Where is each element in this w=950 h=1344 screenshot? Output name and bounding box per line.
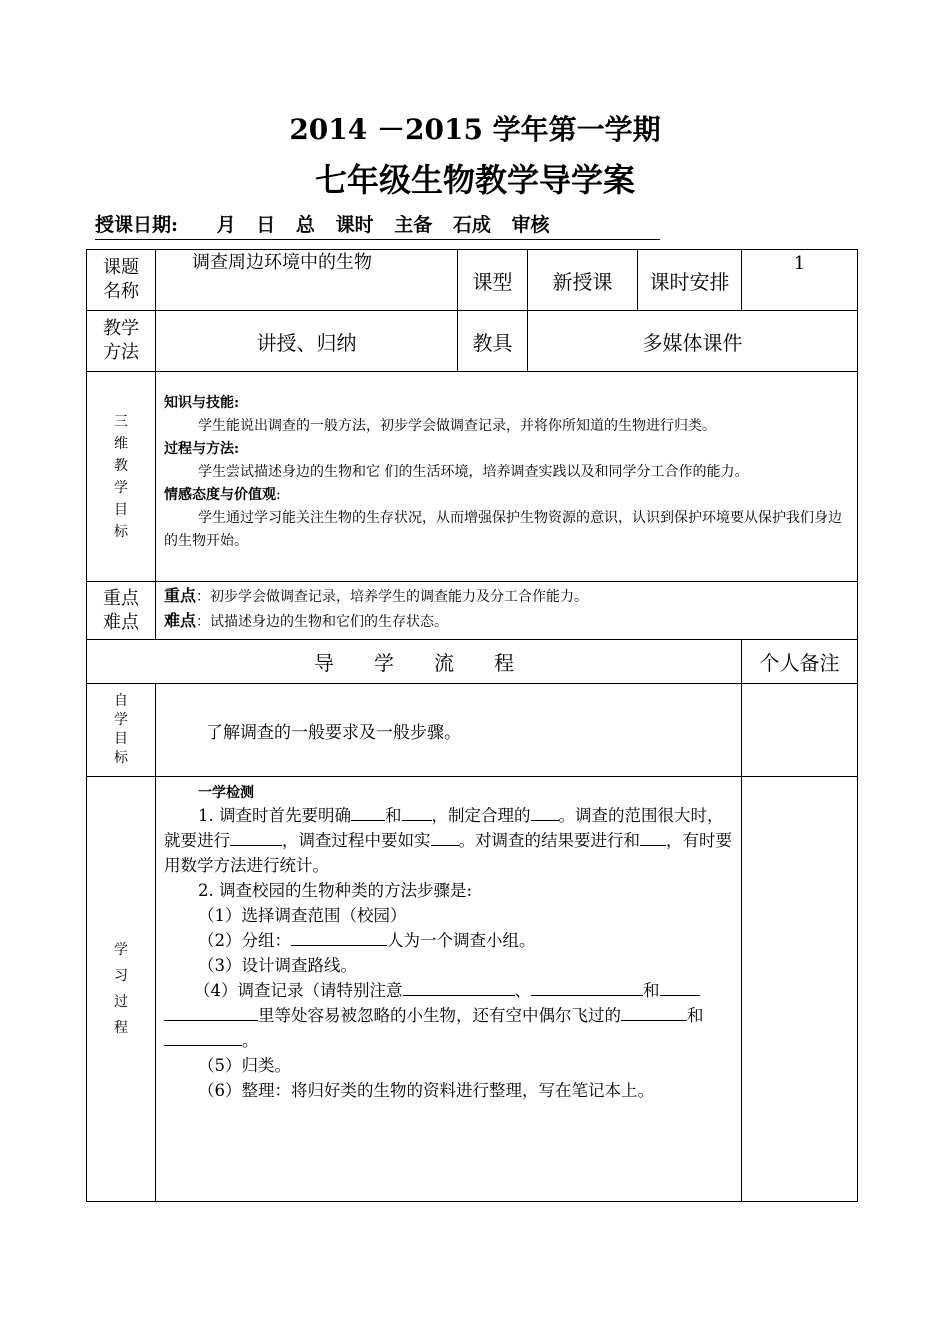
self-study-label [87,684,156,777]
step-4-text: 和 [687,1006,704,1025]
blank[interactable] [531,804,559,822]
blank[interactable] [351,804,385,822]
blank[interactable] [531,979,643,997]
q1-text: 。对调查的结果要进行和 [458,831,640,850]
q1-text: ，有时要用数学方法进行统计。 [164,831,732,875]
process-text: 学生尝试描述身边的生物和它 们的生活环境，培养调查实践以及和同学分工合作的能力。 [198,464,749,480]
blank[interactable] [230,829,282,847]
process-title: 过程与方法: [164,441,240,457]
type-label: 课型 [458,250,528,311]
blank[interactable] [660,979,700,997]
date-period: 课时 [335,214,374,236]
date-lead: 主备 [394,214,433,236]
process-label [87,777,156,1202]
blank[interactable] [640,829,666,847]
blank[interactable] [621,1004,677,1022]
date-line [95,210,660,240]
step-6: （6）整理：将归好类的生物的资料进行整理，写在笔记本上。 [198,1081,654,1100]
date-month: 月 [216,214,236,236]
hours-label: 课时安排 [638,250,742,311]
type-value: 新授课 [528,250,638,311]
goals-label [87,372,156,582]
knowledge-title: 知识与技能: [164,395,240,411]
key-text: 初步学会做调查记录，培养学生的调查能力及分工合作能力。 [210,589,589,605]
q2-text: 2. 调查校园的生物种类的方法步骤是: [198,881,473,900]
emotion-title: 情感态度与价值观 [164,487,276,503]
self-study-label-char: 目 [114,731,128,747]
emotion-colon: : [276,487,281,503]
self-study-label-char: 自 [114,693,128,709]
date-review: 审核 [511,214,550,236]
step-4-text: 。 [242,1031,259,1050]
notes-label: 个人备注 [742,640,858,684]
keys-label-line2: 难点 [103,611,139,633]
title-course: 七年级生物教学导学案 [314,161,635,199]
keys-label-line1: 重点 [103,587,139,609]
process-label-char: 过 [114,994,128,1010]
date-label: 授课日期: [95,214,179,236]
date-author: 石成 [452,214,491,236]
method-label-cell [87,311,156,372]
process-label-char: 程 [114,1020,128,1036]
step-4-text: （4）调查记录（请特别注意 [194,981,403,1000]
tools-value: 多媒体课件 [528,311,858,372]
goals-label-char: 学 [114,479,128,496]
hard-title: 难点 [164,611,197,630]
self-study-label-char: 标 [114,750,128,766]
step-4-text: 和 [643,981,660,1000]
tools-label: 教具 [458,311,528,372]
goals-label-char: 标 [114,523,128,540]
section-title: 一学检测 [198,785,254,801]
q1-text: 和 [385,806,402,825]
blank[interactable] [431,829,459,847]
q1-text: ，调查过程中要如实 [282,831,431,850]
blank[interactable] [402,804,432,822]
goals-label-char: 维 [114,435,128,452]
q1-text: 。调查的范围很大时，就要进行 [164,806,724,850]
step-4-text: 、 [514,981,531,1000]
knowledge-text: 学生能说出调查的一般方法，初步学会做调查记录，并将你所知道的生物进行归类。 [198,418,716,434]
q1-text: ，制定合理的 [431,806,531,825]
self-study-notes [742,684,858,777]
self-study-text: 了解调查的一般要求及一般步骤。 [156,684,742,777]
step-3: （3）设计调查路线。 [198,956,357,975]
topic-label: 课题名称 [103,257,139,302]
date-day: 日 [256,214,276,236]
process-label-char: 学 [114,942,128,958]
step-2-text: （2）分组： [198,931,291,950]
blank[interactable] [677,1004,687,1022]
date-total: 总 [295,214,315,236]
goals-label-char: 教 [114,457,128,474]
process-notes [742,777,858,1202]
hard-text: 试描述身边的生物和它们的生存状态。 [210,614,449,630]
process-label-char: 习 [114,968,128,984]
goals-label-char: 三 [114,413,128,430]
title-year: 2014 －2015 学年第一学期 [289,113,661,146]
hours-value: 1 [742,250,858,311]
q1-text: 1. 调查时首先要明确 [198,806,351,825]
emotion-text: 学生通过学习能关注生物的生存状况，从而增强保护生物资源的意识，认识到保护环境要从保护我们身边的生物开始。 [164,510,842,549]
method-label: 教学方法 [103,318,139,363]
step-4-text: 里等处容易被忽略的小生物，还有空中偶尔飞过的 [258,1006,621,1025]
goals-content [156,372,858,582]
keys-label [87,582,156,640]
blank[interactable] [403,979,515,997]
blank[interactable] [164,1029,242,1047]
flow-title: 导 学 流 程 [87,640,742,684]
method-value: 讲授、归纳 [156,311,458,372]
topic-label-cell [87,250,156,311]
blank[interactable] [291,929,387,947]
lesson-plan-table [86,249,858,1202]
goals-label-char: 目 [114,501,128,518]
self-study-label-char: 学 [114,712,128,728]
process-content [156,777,742,1202]
key-title: 重点 [164,586,197,605]
step-1: （1）选择调查范围（校园） [198,906,407,925]
keys-content: 重点：初步学会做调查记录，培养学生的调查能力及分工合作能力。 难点：试描述身边的生物和它们的生存状态。 [156,582,858,640]
step-5: （5）归类。 [198,1056,291,1075]
blank[interactable] [164,1004,258,1022]
step-2-text: 人为一个调查小组。 [387,931,536,950]
topic-value: 调查周边环境中的生物 [156,250,458,311]
